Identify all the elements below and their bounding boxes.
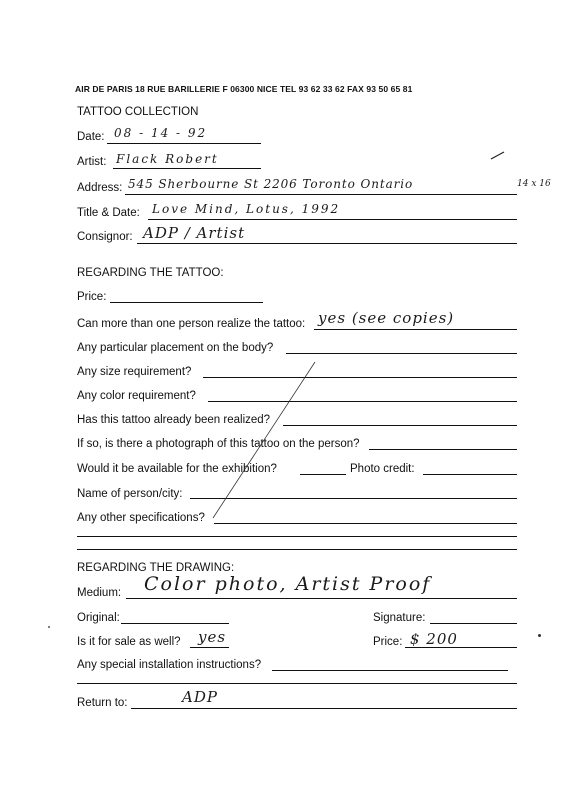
date-line — [107, 143, 261, 144]
drawing-section-heading: REGARDING THE DRAWING: — [77, 562, 235, 574]
original-label: Original: — [77, 612, 120, 624]
installation-label: Any special installation instructions? — [77, 659, 262, 671]
speck-mark — [538, 634, 541, 637]
photo-credit-line[interactable] — [423, 474, 517, 475]
original-line[interactable] — [121, 623, 229, 624]
for-sale-value[interactable]: yes — [198, 628, 227, 646]
title-date-line — [148, 219, 517, 220]
more-than-one-label: Can more than one person realize the tattoo: — [77, 318, 306, 330]
medium-value[interactable]: Color photo, Artist Proof — [144, 573, 432, 595]
address-note: 14 x 16 — [517, 179, 551, 189]
placement-label: Any particular placement on the body? — [77, 342, 274, 354]
artist-label: Artist: — [77, 156, 107, 168]
placement-line[interactable] — [286, 353, 517, 354]
address-label: Address: — [77, 182, 123, 194]
other-specs-line[interactable] — [214, 523, 517, 524]
other-specs-label: Any other specifications? — [77, 512, 205, 524]
photograph-label: If so, is there a photograph of this tattoo on the person? — [77, 438, 360, 450]
for-sale-line — [190, 647, 229, 648]
tattoo-section-heading: REGARDING THE TATTOO: — [77, 267, 224, 279]
artist-line — [113, 168, 261, 169]
price-line[interactable] — [110, 302, 263, 303]
exhibition-label: Would it be available for the exhibition? — [77, 463, 277, 475]
letterhead: AIR DE PARIS 18 RUE BARILLERIE F 06300 NICE TEL 93 62 33 62 FAX 93 50 65 81 — [75, 84, 413, 94]
address-value[interactable]: 545 Sherbourne St 2206 Toronto Ontario — [128, 177, 414, 191]
section-divider — [77, 549, 517, 550]
drawing-price-label: Price: — [373, 636, 403, 648]
for-sale-label: Is it for sale as well? — [77, 636, 181, 648]
signature-line[interactable] — [430, 623, 517, 624]
consignor-label: Consignor: — [77, 231, 133, 243]
realized-label: Has this tattoo already been realized? — [77, 414, 271, 426]
signature-label: Signature: — [373, 612, 426, 624]
address-line — [125, 194, 517, 195]
strike-through-mark — [210, 360, 320, 520]
medium-line — [126, 598, 517, 599]
more-than-one-value[interactable]: yes (see copies) — [318, 309, 455, 327]
artist-value[interactable]: Flack Robert — [116, 152, 219, 166]
other-specs-extra-line[interactable] — [77, 536, 517, 537]
installation-extra-line[interactable] — [77, 683, 517, 684]
consignor-line — [137, 243, 517, 244]
drawing-price-value[interactable]: $ 200 — [410, 630, 458, 648]
medium-label: Medium: — [77, 587, 122, 599]
photo-credit-label: Photo credit: — [350, 463, 415, 475]
installation-line[interactable] — [272, 670, 508, 671]
price-label: Price: — [77, 291, 107, 303]
pen-stroke-mark — [490, 150, 506, 160]
date-label: Date: — [77, 131, 105, 143]
return-to-value[interactable]: ADP — [182, 688, 218, 706]
name-city-label: Name of person/city: — [77, 488, 183, 500]
return-to-label: Return to: — [77, 697, 128, 709]
consignor-value[interactable]: ADP / Artist — [143, 224, 246, 242]
title-date-label: Title & Date: — [77, 207, 140, 219]
return-to-line — [131, 708, 517, 709]
more-than-one-line — [314, 329, 517, 330]
date-value[interactable]: 08 - 14 - 92 — [114, 126, 208, 140]
photograph-line[interactable] — [369, 449, 517, 450]
title-date-value[interactable]: Love Mind, Lotus, 1992 — [152, 202, 341, 216]
speck-mark — [48, 626, 50, 628]
color-label: Any color requirement? — [77, 390, 196, 402]
size-label: Any size requirement? — [77, 366, 192, 378]
form-title: TATTOO COLLECTION — [77, 106, 199, 118]
